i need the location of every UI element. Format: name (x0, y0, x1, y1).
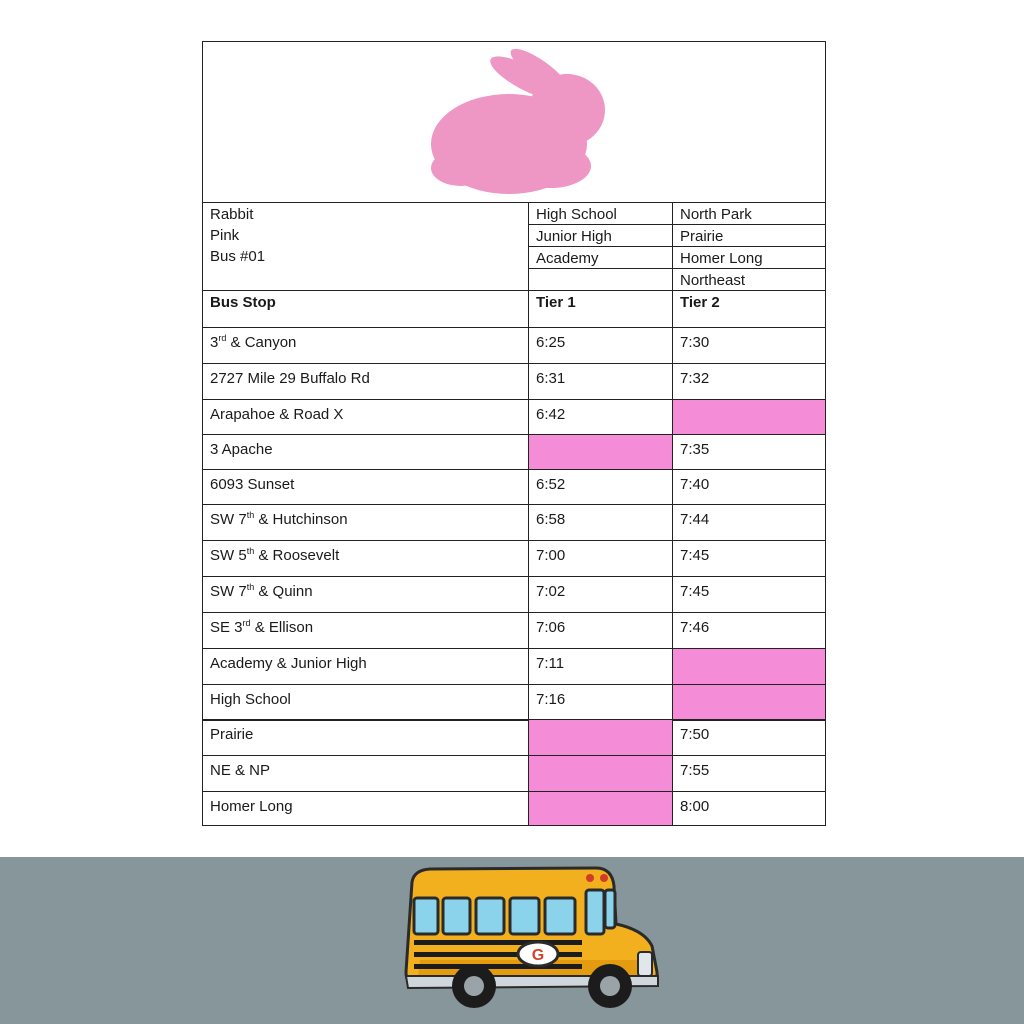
empty-tier1-cell (529, 792, 672, 825)
tier2-school: Northeast (680, 272, 746, 289)
route-name: Rabbit (210, 206, 254, 223)
tier2-time (673, 653, 687, 657)
tier1-time: 7:00 (536, 547, 566, 564)
tier1-school: High School (536, 206, 617, 223)
rabbit-icon (431, 48, 606, 198)
row-divider (203, 363, 825, 364)
tier1-school: Academy (536, 250, 599, 267)
bus-stop-name: 3rd & Canyon (210, 333, 297, 351)
tier1-time (529, 760, 543, 764)
bus-stop-name: Arapahoe & Road X (210, 406, 344, 423)
tier2-school: Homer Long (680, 250, 763, 267)
tier1-time: 6:58 (536, 511, 566, 528)
tier1-time: 7:06 (536, 619, 566, 636)
row-divider (203, 504, 825, 505)
row-divider (203, 576, 825, 577)
bus-stop-name: 6093 Sunset (210, 476, 295, 493)
tier1-school: Junior High (536, 228, 612, 245)
tier2-time: 7:45 (680, 583, 710, 600)
bus-stop-name: Academy & Junior High (210, 655, 367, 672)
tier2-time: 7:55 (680, 762, 710, 779)
tier1-time: 6:31 (536, 370, 566, 387)
tier2-time: 7:30 (680, 334, 710, 351)
tier2-time (673, 689, 687, 693)
bus-emblem: G (531, 947, 545, 964)
header-bus-stop: Bus Stop (210, 294, 276, 311)
bus-stop-name: NE & NP (210, 762, 271, 779)
route-logo-area (203, 42, 825, 203)
tier2-time: 7:32 (680, 370, 710, 387)
header-tier2: Tier 2 (680, 294, 720, 311)
bus-stop-name: 3 Apache (210, 441, 273, 458)
empty-tier1-cell (529, 720, 672, 755)
bus-number: Bus #01 (210, 248, 266, 265)
tier2-time: 7:45 (680, 547, 710, 564)
tier1-time (529, 796, 543, 800)
tier2-time: 8:00 (680, 798, 710, 815)
tier2-time (673, 404, 687, 408)
tier2-time: 7:40 (680, 476, 710, 493)
school-bus-icon (400, 864, 662, 1014)
tier2-time: 7:44 (680, 511, 710, 528)
tier2-time: 7:46 (680, 619, 710, 636)
bus-stop-name: Prairie (210, 726, 254, 743)
bus-stop-name: 2727 Mile 29 Buffalo Rd (210, 370, 370, 387)
empty-tier2-cell (673, 400, 825, 434)
tier2-school: Prairie (680, 228, 724, 245)
route-color: Pink (210, 227, 240, 244)
row-divider (203, 469, 825, 470)
bus-stop-name: SE 3rd & Ellison (210, 618, 314, 636)
tier1-time: 7:11 (536, 655, 565, 672)
empty-tier1-cell (529, 756, 672, 791)
tier1-time: 6:25 (536, 334, 566, 351)
tier1-time: 7:16 (536, 691, 566, 708)
tier1-time: 6:52 (536, 476, 566, 493)
bus-stop-name: Homer Long (210, 798, 293, 815)
row-divider (203, 540, 825, 541)
bus-stop-name: SW 5th & Roosevelt (210, 546, 340, 564)
tier1-time (529, 439, 543, 443)
bus-stop-name: SW 7th & Hutchinson (210, 510, 348, 528)
route-info (203, 204, 528, 268)
row-divider (203, 791, 825, 792)
empty-tier2-cell (673, 685, 825, 719)
tier1-time (529, 724, 543, 728)
header-tier1: Tier 1 (536, 294, 576, 311)
row-divider (203, 612, 825, 613)
row-divider (203, 719, 825, 721)
tier2-time: 7:35 (680, 441, 710, 458)
row-divider (203, 755, 825, 756)
empty-tier2-cell (673, 649, 825, 684)
tier2-time: 7:50 (680, 726, 710, 743)
bus-route-sheet (202, 41, 826, 826)
bus-stop-name: SW 7th & Quinn (210, 582, 313, 600)
tier2-school: North Park (680, 206, 752, 223)
row-divider (203, 434, 825, 435)
tier1-time: 7:02 (536, 583, 566, 600)
tier1-time: 6:42 (536, 406, 566, 423)
bus-stop-name: High School (210, 691, 291, 708)
empty-tier1-cell (529, 435, 672, 469)
